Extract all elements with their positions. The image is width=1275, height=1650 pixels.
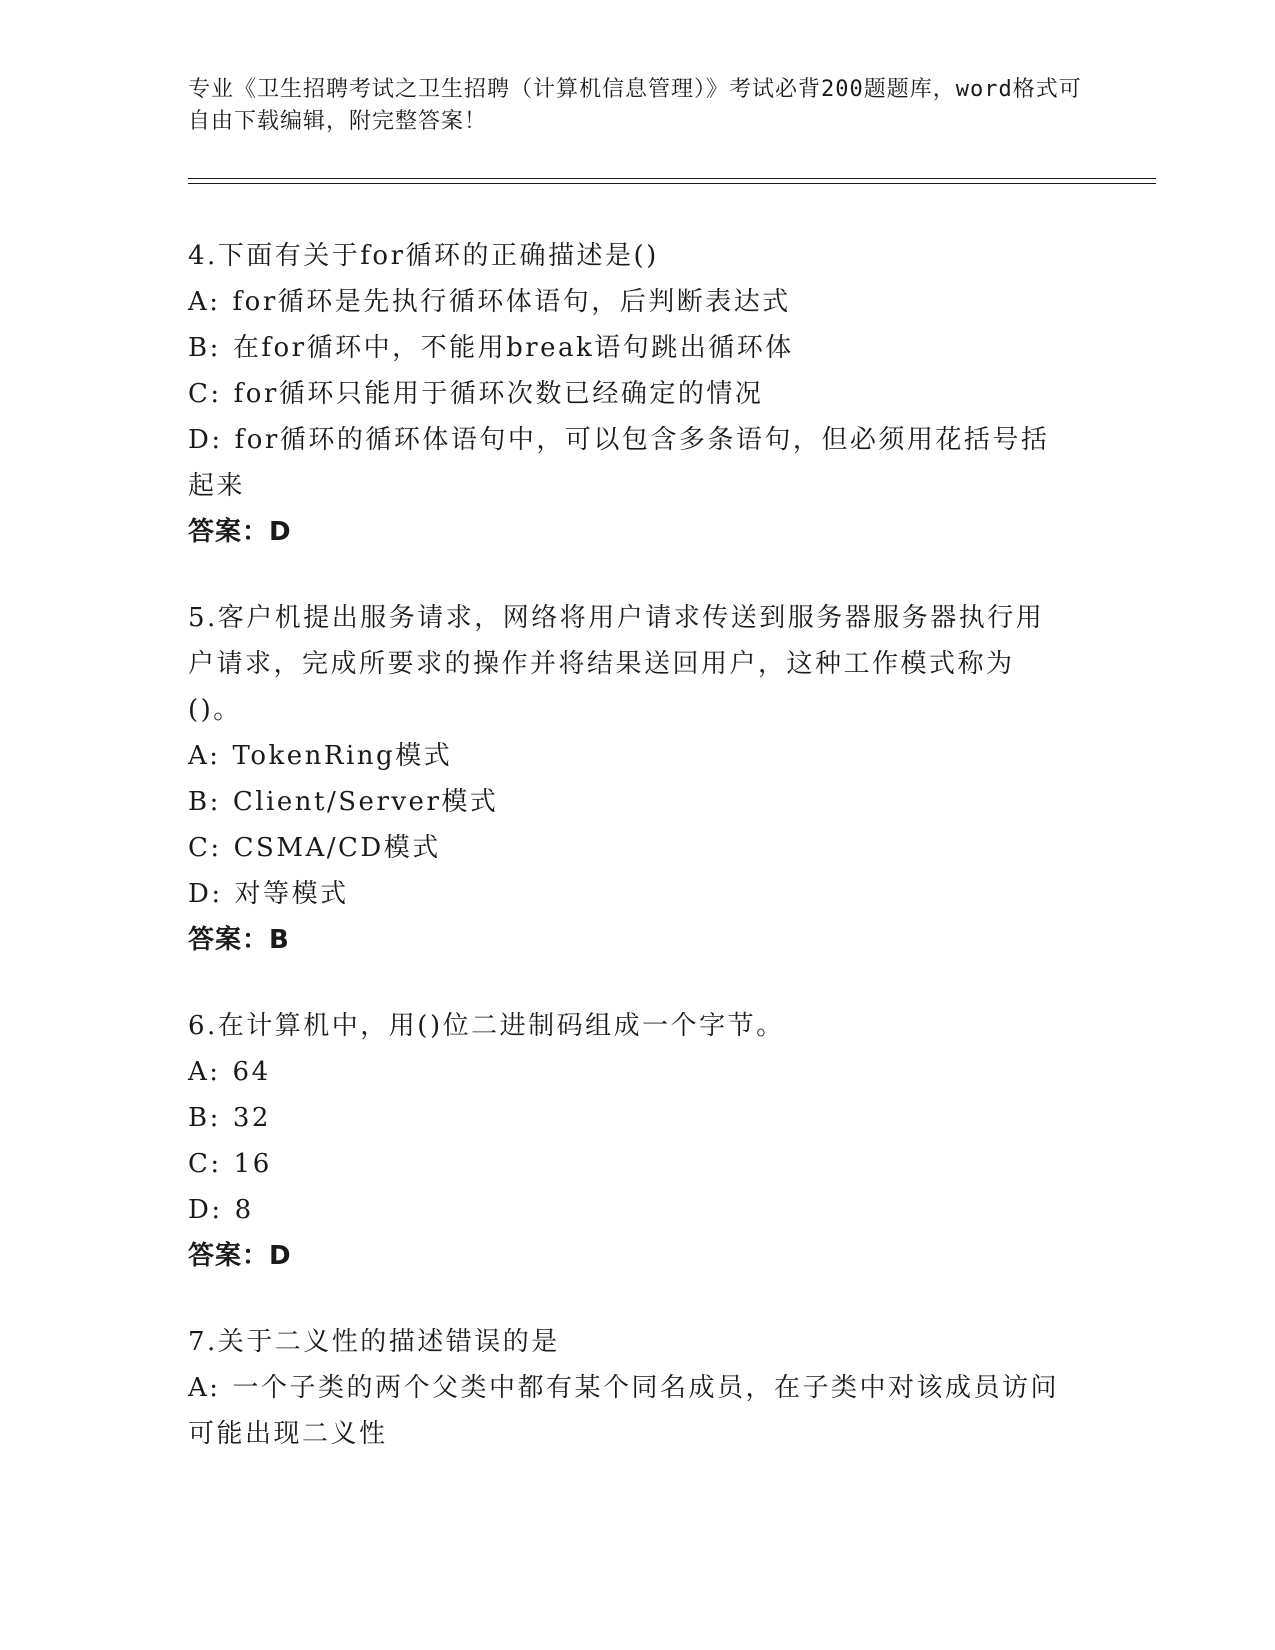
option-b bbox=[188, 325, 1068, 371]
option-c bbox=[188, 371, 1068, 417]
option-text: 8 bbox=[234, 1195, 254, 1225]
option-d bbox=[188, 871, 1068, 917]
option-d bbox=[188, 1187, 1068, 1233]
header-divider-top bbox=[188, 178, 1156, 179]
option-a bbox=[188, 279, 1068, 325]
option-text: TokenRing模式 bbox=[232, 741, 453, 771]
option-c bbox=[188, 825, 1068, 871]
option-text: Client/Server模式 bbox=[232, 787, 499, 817]
option-label: A: bbox=[188, 287, 221, 317]
option-label: D: bbox=[188, 425, 223, 455]
question-stem: 6.在计算机中，用()位二进制码组成一个字节。 bbox=[188, 1011, 785, 1041]
option-label: A: bbox=[188, 1057, 221, 1087]
option-label: B: bbox=[188, 333, 221, 363]
option-label: B: bbox=[188, 1103, 221, 1133]
option-b bbox=[188, 779, 1068, 825]
document-header: 专业《卫生招聘考试之卫生招聘（计算机信息管理）》考试必背200题题库，word格式可自由下载编辑，附完整答案！ bbox=[188, 77, 1082, 134]
header-divider-bottom bbox=[188, 183, 1156, 184]
option-text: 16 bbox=[233, 1149, 272, 1179]
option-label: D: bbox=[188, 879, 223, 909]
option-text: for循环只能用于循环次数已经确定的情况 bbox=[233, 379, 764, 409]
option-text: 在for循环中，不能用break语句跳出循环体 bbox=[232, 333, 794, 363]
answer-label: 答案：B bbox=[188, 925, 290, 955]
option-text: CSMA/CD模式 bbox=[233, 833, 441, 863]
option-label: B: bbox=[188, 787, 221, 817]
option-text: for循环的循环体语句中，可以包含多条语句，但必须用花括号括起来 bbox=[188, 425, 1050, 501]
option-label: C: bbox=[188, 833, 222, 863]
question-stem: 7.关于二义性的描述错误的是 bbox=[188, 1327, 560, 1357]
question-4 bbox=[188, 233, 1068, 555]
question-list bbox=[188, 233, 1068, 1497]
option-label: A: bbox=[188, 741, 221, 771]
answer-label: 答案：D bbox=[188, 1241, 292, 1271]
option-a bbox=[188, 1049, 1068, 1095]
answer-label: 答案：D bbox=[188, 517, 292, 547]
question-5 bbox=[188, 595, 1068, 963]
option-label: C: bbox=[188, 1149, 222, 1179]
option-label: D: bbox=[188, 1195, 223, 1225]
option-a bbox=[188, 733, 1068, 779]
option-d bbox=[188, 417, 1068, 509]
option-a bbox=[188, 1365, 1068, 1457]
option-text: 64 bbox=[232, 1057, 271, 1087]
option-c bbox=[188, 1141, 1068, 1187]
question-6 bbox=[188, 1003, 1068, 1279]
option-text: for循环是先执行循环体语句，后判断表达式 bbox=[232, 287, 791, 317]
option-label: A: bbox=[188, 1373, 221, 1403]
question-stem: 4.下面有关于for循环的正确描述是() bbox=[188, 241, 659, 271]
question-7 bbox=[188, 1319, 1068, 1457]
option-label: C: bbox=[188, 379, 222, 409]
option-text: 一个子类的两个父类中都有某个同名成员，在子类中对该成员访问可能出现二义性 bbox=[188, 1373, 1060, 1449]
option-b bbox=[188, 1095, 1068, 1141]
option-text: 对等模式 bbox=[234, 879, 349, 909]
option-text: 32 bbox=[232, 1103, 271, 1133]
question-stem: 5.客户机提出服务请求，网络将用户请求传送到服务器服务器执行用户请求，完成所要求的操作并将结果送回用户，这种工作模式称为()。 bbox=[188, 603, 1045, 725]
